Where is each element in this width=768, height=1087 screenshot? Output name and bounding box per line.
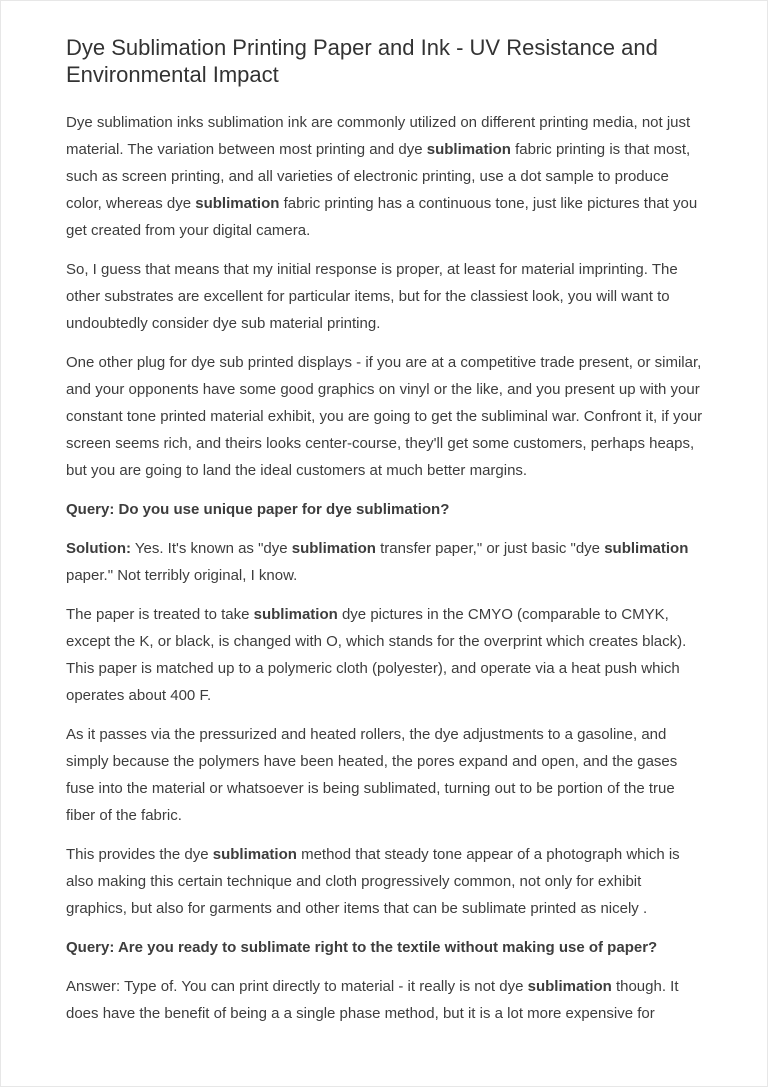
paragraph [66,535,703,589]
bold-text-segment: sublimation [195,195,280,212]
text-segment: dye pictures in the CMYO (comparable to CMYK, except the K, or black, is changed with O, which stands for the overprint which creates black). This paper is matched up to a polymeric cloth (polyester), and operate via a heat push which operates about 400 F. [66,606,687,704]
bold-text-segment: sublimation [291,540,376,557]
paragraph [66,973,703,1027]
document-title: Dye Sublimation Printing Paper and Ink - UV Resistance and Environmental Impact [66,35,658,87]
bold-text-segment: Query: Do you use unique paper for dye sublimation? [66,501,450,518]
document-body [66,109,703,1027]
paragraph [66,349,703,484]
text-segment: transfer paper," or just basic "dye [375,540,605,557]
text-segment: Yes. It's known as "dye [130,540,292,557]
paragraph [66,841,703,922]
paragraph [66,256,703,337]
text-segment: though. It does have the benefit of being a a single phase method, but it is a lot more expensive for [66,978,679,1022]
text-segment: One other plug for dye sub printed displays - if you are at a competitive trade present, or similar, and your opponents have some good graphics on vinyl or the like, and you present up with your constant tone printed material exhibit, you are going to get the subliminal war. Confront it, if your screen seems rich, and theirs looks center-course, they'll get some customers, perhaps heaps, but you are going to land the ideal customers at much better margins. [66,354,703,479]
bold-text-segment: sublimation [212,846,297,863]
bold-text-segment: sublimation [426,141,511,158]
text-segment: method that steady tone appear of a photograph which is also making this certain technique and cloth progressively common, not only for exhibit graphics, but also for garments and other items that can be sublimate printed as nicely . [66,846,680,917]
bold-text-segment: sublimation [527,978,612,995]
paragraph [66,601,703,709]
section-heading [66,934,703,961]
text-segment: fabric printing has a continuous tone, just like pictures that you get created from your digital camera. [66,195,698,239]
text-segment: As it passes via the pressurized and heated rollers, the dye adjustments to a gasoline, and simply because the polymers have been heated, the pores expand and open, and the gases fuse into the material or whatsoever is being sublimated, turning out to be portion of the true fiber of the fabric. [66,726,678,824]
text-segment: This provides the dye [66,846,213,863]
bold-text-segment: Solution: [66,540,131,557]
bold-text-segment: Query: Are you ready to sublimate right to the textile without making use of paper? [66,939,658,956]
text-segment: Dye sublimation inks sublimation ink are commonly utilized on different printing media, not just material. The variation between most printing and dye [66,114,691,158]
paragraph [66,721,703,829]
text-segment: Answer: Type of. You can print directly to material - it really is not dye [66,978,528,995]
bold-text-segment: sublimation [253,606,338,623]
bold-text-segment: sublimation [604,540,689,557]
section-heading [66,496,703,523]
text-segment: The paper is treated to take [66,606,254,623]
text-segment: paper." Not terribly original, I know. [66,567,298,584]
text-segment: So, I guess that means that my initial response is proper, at least for material imprinting. The other substrates are excellent for particular items, but for the classiest look, you will want to undoubtedly consider dye sub material printing. [66,261,678,332]
text-segment: fabric printing is that most, such as screen printing, and all varieties of electronic printing, use a dot sample to produce color, whereas dye [66,141,691,212]
paragraph [66,109,703,244]
